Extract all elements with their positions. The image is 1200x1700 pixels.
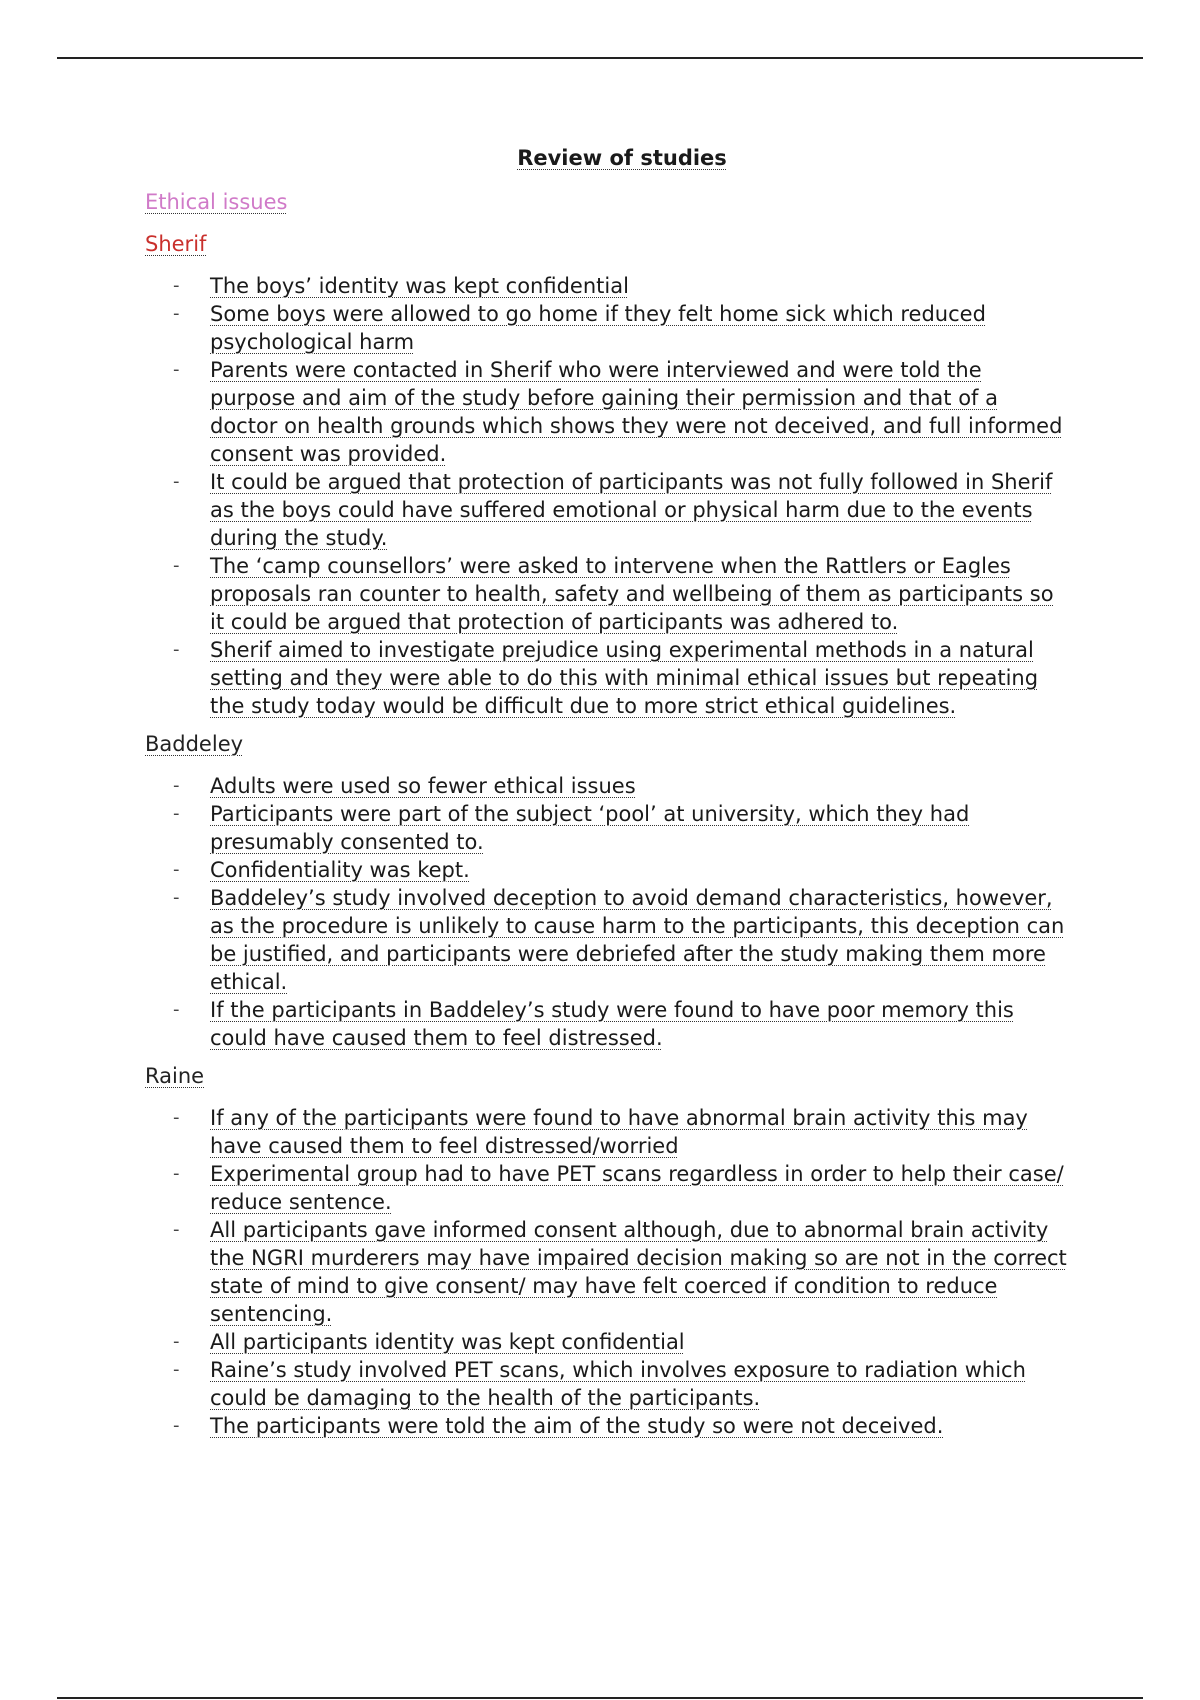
raine-heading: Raine — [145, 1064, 205, 1088]
bullet-dash: - — [173, 775, 180, 796]
list-item — [145, 552, 1070, 636]
list-item-text: Adults were used so fewer ethical issues — [210, 774, 636, 798]
bullet-dash: - — [173, 1331, 180, 1352]
list-item-text: Raine’s study involved PET scans, which involves exposure to radiation which could be damaging to the health of the participants. — [210, 1358, 1026, 1410]
list-item-text: Participants were part of the subject ‘pool’ at university, which they had presumably consented to. — [210, 802, 970, 854]
bullet-dash: - — [173, 859, 180, 880]
list-item — [145, 1412, 1070, 1440]
list-item-text: Confidentiality was kept. — [210, 858, 470, 882]
list-item-text: Sherif aimed to investigate prejudice using experimental methods in a natural setting and they were able to do this with minimal ethical issues but repeating the study today would be difficult due to more strict ethical guidelines. — [210, 638, 1039, 718]
bullet-dash: - — [173, 803, 180, 824]
bullet-dash: - — [173, 1359, 180, 1380]
list-item-text: If the participants in Baddeley’s study were found to have poor memory this could have caused them to feel distressed. — [210, 998, 1014, 1050]
list-item-text: The ‘camp counsellors’ were asked to intervene when the Rattlers or Eagles proposals ran counter to health, safety and wellbeing of them as participants so it could be argued that protection of participants was adhered to. — [210, 554, 1054, 634]
bullet-dash: - — [173, 359, 180, 380]
list-item — [145, 1160, 1070, 1216]
list-item-text: It could be argued that protection of participants was not fully followed in Sherif as the boys could have suffered emotional or physical harm due to the events during the study. — [210, 470, 1053, 550]
bullet-dash: - — [173, 1107, 180, 1128]
bullet-dash: - — [173, 999, 180, 1020]
header-rule — [57, 57, 1143, 59]
bullet-dash: - — [173, 1219, 180, 1240]
bullet-dash: - — [173, 1163, 180, 1184]
document-body — [145, 138, 1065, 1450]
list-item — [145, 800, 1070, 856]
list-item — [145, 636, 1070, 720]
list-item-text: Some boys were allowed to go home if they felt home sick which reduced psychological harm — [210, 302, 986, 354]
bullet-dash: - — [173, 639, 180, 660]
baddeley-list — [145, 772, 1065, 1052]
ethical-issues-heading: Ethical issues — [145, 190, 288, 214]
bullet-dash: - — [173, 887, 180, 908]
bullet-dash: - — [173, 471, 180, 492]
list-item — [145, 1328, 1070, 1356]
bullet-dash: - — [173, 1415, 180, 1436]
footer-rule — [57, 1697, 1143, 1699]
list-item — [145, 1104, 1070, 1160]
section-heading-ethical-issues — [145, 188, 1065, 216]
list-item — [145, 272, 1070, 300]
list-item — [145, 1216, 1070, 1328]
page-title-text: Review of studies — [517, 146, 727, 170]
list-item-text: All participants gave informed consent although, due to abnormal brain activity the NGRI murderers may have impaired decision making so are not in the correct state of mind to give consent/ may have felt coerced if condition to reduce sentencing. — [210, 1218, 1067, 1326]
baddeley-heading: Baddeley — [145, 732, 244, 756]
list-item — [145, 856, 1070, 884]
section-heading-sherif — [145, 230, 1065, 258]
list-item-text: Parents were contacted in Sherif who were interviewed and were told the purpose and aim of the study before gaining their permission and that of a doctor on health grounds which shows they were not deceived, and full informed consent was provided. — [210, 358, 1063, 466]
list-item — [145, 300, 1070, 356]
sherif-heading: Sherif — [145, 232, 207, 256]
list-item — [145, 468, 1070, 552]
list-item-text: Baddeley’s study involved deception to avoid demand characteristics, however, as the procedure is unlikely to cause harm to the participants, this deception can be justified, and participants were debriefed after the study making them more ethical. — [210, 886, 1065, 994]
page-title — [145, 138, 1065, 178]
bullet-dash: - — [173, 555, 180, 576]
bullet-dash: - — [173, 303, 180, 324]
list-item-text: If any of the participants were found to have abnormal brain activity this may have caused them to feel distressed/worried — [210, 1106, 1028, 1158]
sherif-list — [145, 272, 1065, 720]
section-heading-baddeley — [145, 730, 1065, 758]
section-heading-raine — [145, 1062, 1065, 1090]
list-item-text: Experimental group had to have PET scans regardless in order to help their case/ reduce sentence. — [210, 1162, 1064, 1214]
bullet-dash: - — [173, 275, 180, 296]
list-item-text: All participants identity was kept confidential — [210, 1330, 685, 1354]
raine-list — [145, 1104, 1065, 1440]
list-item — [145, 996, 1070, 1052]
list-item-text: The participants were told the aim of the study so were not deceived. — [210, 1414, 944, 1438]
list-item — [145, 356, 1070, 468]
list-item — [145, 772, 1070, 800]
list-item — [145, 884, 1070, 996]
list-item-text: The boys’ identity was kept confidential — [210, 274, 629, 298]
list-item — [145, 1356, 1070, 1412]
